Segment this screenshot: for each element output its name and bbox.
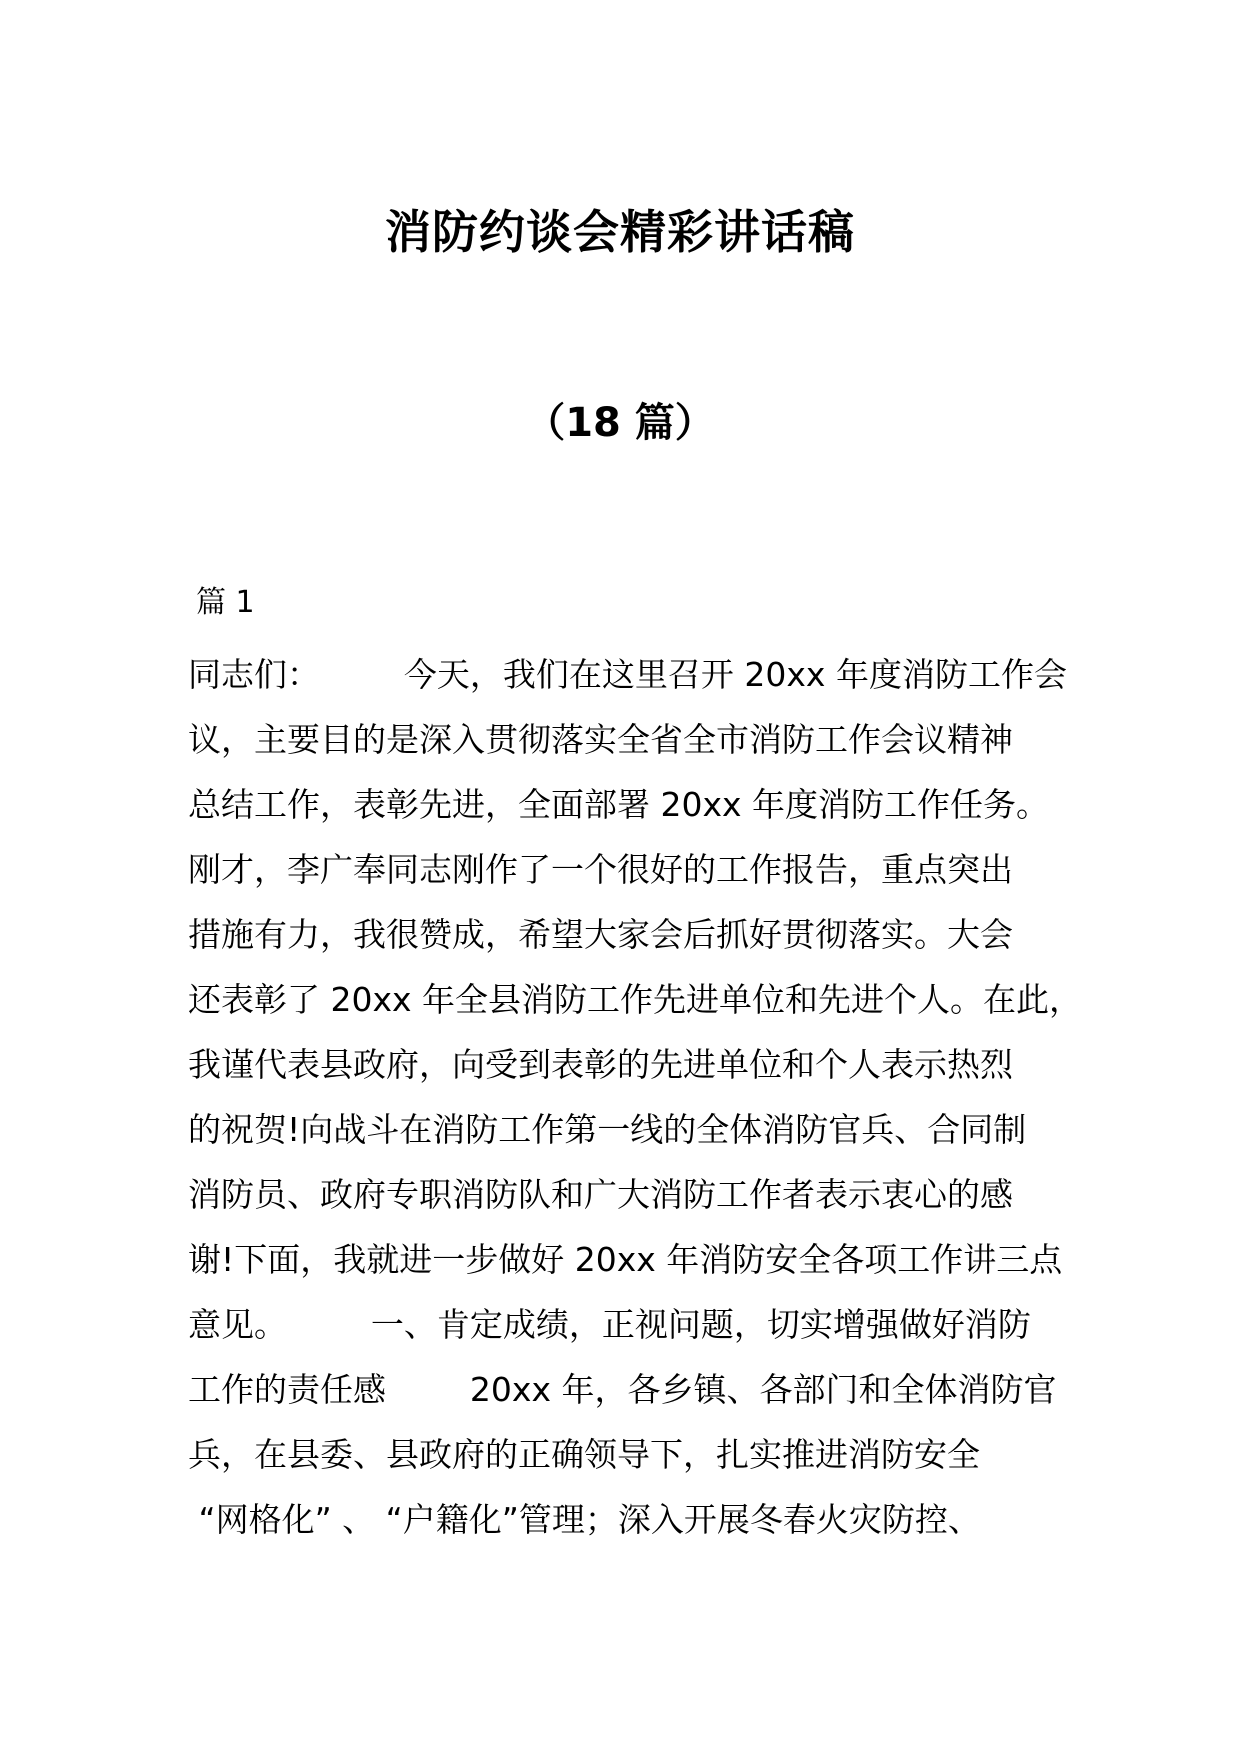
body-text: [188, 642, 1088, 1552]
document-subtitle: （18 篇）: [525, 400, 715, 446]
body-line: 同志们： 今天，我们在这里召开 20xx 年度消防工作会: [188, 655, 1067, 694]
body-line: 意见。 一、肯定成绩，正视问题，切实增强做好消防: [188, 1305, 1031, 1344]
body-line: 谢!下面，我就进一步做好 20xx 年消防安全各项工作讲三点: [188, 1240, 1063, 1279]
document-title: 消防约谈会精彩讲话稿: [385, 205, 855, 259]
body-line: 刚才，李广奉同志刚作了一个很好的工作报告，重点突出: [188, 850, 1013, 889]
body-line: 还表彰了 20xx 年全县消防工作先进单位和先进个人。在此，: [188, 980, 1083, 1019]
body-line: 消防员、政府专职消防队和广大消防工作者表示衷心的感: [188, 1175, 1013, 1214]
body-line: 总结工作，表彰先进，全面部署 20xx 年度消防工作任务。: [188, 785, 1050, 824]
body-line: 工作的责任感 20xx 年，各乡镇、各部门和全体消防官: [188, 1370, 1057, 1409]
body-line: 的祝贺!向战斗在消防工作第一线的全体消防官兵、合同制: [188, 1110, 1027, 1149]
body-line: “网格化” 、 “户籍化”管理；深入开展冬春火灾防控、: [188, 1500, 981, 1539]
part-label: 篇 1: [196, 585, 255, 620]
body-line: 议，主要目的是深入贯彻落实全省全市消防工作会议精神: [188, 720, 1013, 759]
body-line: 我谨代表县政府，向受到表彰的先进单位和个人表示热烈: [188, 1045, 1013, 1084]
body-line: 兵，在县委、县政府的正确领导下，扎实推进消防安全: [188, 1435, 980, 1474]
body-line: 措施有力，我很赞成，希望大家会后抓好贯彻落实。大会: [188, 915, 1013, 954]
